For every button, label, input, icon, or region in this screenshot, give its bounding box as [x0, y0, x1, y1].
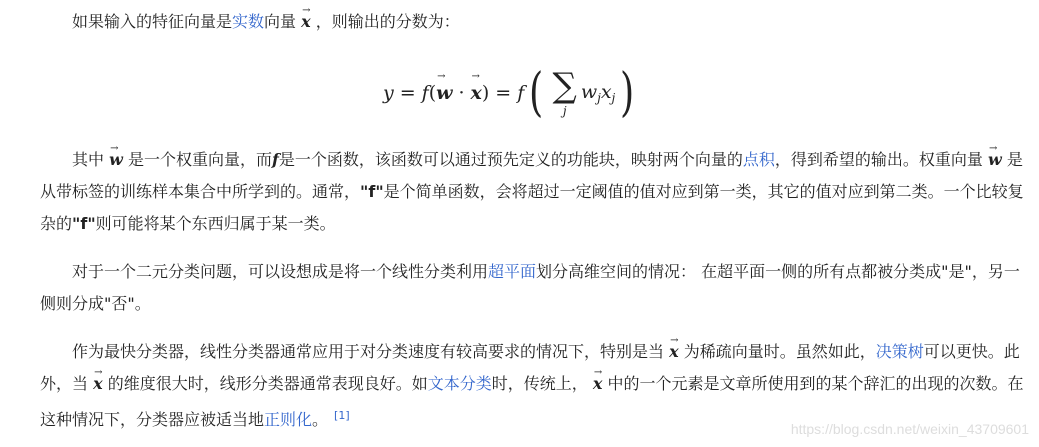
- formula-big-rparen: ): [620, 63, 635, 123]
- paragraph-weights: [40, 144, 1030, 240]
- text: 是个简单函数，会将超过一定阈值的值对应到第一类，其它的值对应到第二类。一个比较复杂的: [40, 182, 1024, 233]
- formula-lparen: (: [428, 82, 437, 104]
- text: 向量: [264, 12, 297, 31]
- sum-index: j: [562, 104, 567, 118]
- link-decision-tree[interactable]: 决策树: [875, 342, 924, 361]
- paragraph-binary: [40, 256, 1030, 320]
- formula-equals-2: =: [495, 82, 512, 104]
- formula-vector-w: → w: [436, 82, 452, 104]
- text: 。: [312, 410, 329, 429]
- vector-x-4: → x: [593, 368, 603, 400]
- formula-big-lparen: (: [529, 63, 544, 123]
- formula-sum: [552, 66, 577, 118]
- text: 对于一个二元分类问题，可以设想成是将一个线性分类利用: [72, 262, 489, 281]
- formula-rparen: ): [481, 82, 490, 104]
- text: 是从带标签的训练样本集合中所学到的。通常，: [40, 150, 1023, 201]
- text: 划分高维空间的情况： 在超平面一侧的所有点都被分类成"是"，另一侧则分成"否"。: [40, 262, 1020, 313]
- var-f-quoted-2: "f": [72, 214, 96, 233]
- text: 是一个函数，该函数可以通过预先定义的功能块，映射两个向量的: [278, 150, 743, 169]
- vector-x-3: → x: [93, 368, 103, 400]
- link-regularization[interactable]: 正则化: [264, 410, 313, 429]
- text: 可以更快。此外，当: [40, 342, 1020, 393]
- text: 其中: [72, 150, 105, 169]
- text: 的维度很大时，线形分类器通常表现良好。如: [107, 374, 428, 393]
- text: 作为最快分类器，线性分类器通常应用于对分类速度有较高要求的情况下，特别是当: [72, 342, 665, 361]
- formula-equals: =: [399, 82, 416, 104]
- formula-f: f: [421, 82, 429, 104]
- formula: [383, 58, 640, 128]
- formula-dot: ·: [458, 82, 465, 104]
- vector-x: → x: [301, 6, 311, 38]
- formula-y: y: [383, 82, 394, 104]
- text: 为稀疏向量时。虽然如此，: [683, 342, 876, 361]
- text: 是一个权重向量，而: [127, 150, 272, 169]
- vector-x-2: → x: [669, 336, 679, 368]
- text: 如果输入的特征向量是: [72, 12, 233, 31]
- var-f-quoted: "f": [360, 182, 384, 201]
- watermark: https://blog.csdn.net/weixin_43709601: [790, 421, 1029, 437]
- text: 则可能将某个东西归属于某一类。: [95, 214, 336, 233]
- formula-f-2: f: [517, 82, 525, 104]
- text: ，得到希望的输出。权重向量: [774, 150, 983, 169]
- text: ，则输出的分数为：: [315, 12, 460, 31]
- formula-wj: $w_j$: [580, 81, 601, 105]
- formula-xj: $x_j$: [600, 81, 616, 105]
- paragraph-intro: [40, 6, 1030, 38]
- vector-w: → w: [109, 144, 123, 176]
- citation-link[interactable]: [1]: [334, 409, 350, 422]
- text: 时，传统上，: [491, 374, 588, 393]
- text: 中的一个元素是文章所使用到的某个辞汇的出现的次数。在这种情况下，分类器应被适当地: [40, 374, 1024, 429]
- sigma-symbol: ∑: [552, 66, 577, 106]
- link-text-classification[interactable]: 文本分类: [427, 374, 492, 393]
- link-dot-product[interactable]: 点积: [742, 150, 775, 169]
- link-hyperplane[interactable]: 超平面: [488, 262, 537, 281]
- formula-vector-x: → x: [471, 82, 482, 104]
- vector-w-2: → w: [988, 144, 1002, 176]
- var-f: f: [272, 150, 279, 169]
- link-real-number[interactable]: 实数: [232, 12, 265, 31]
